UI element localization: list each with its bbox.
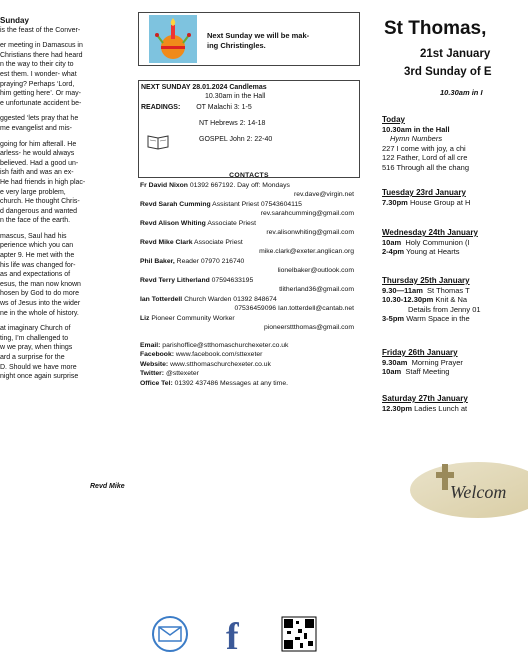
article-line: as and expectations of (0, 271, 71, 279)
footer-label: Website: (140, 360, 169, 368)
hymn-1: 227 I come with joy, a chi (382, 143, 466, 153)
contact-entry (140, 181, 358, 191)
open-bible-icon (147, 133, 169, 149)
welcome-banner (408, 450, 528, 510)
contact-entry (140, 257, 358, 267)
next-sunday-box (138, 80, 360, 178)
email-icon[interactable] (153, 617, 187, 651)
article-line: me evangelist and mis- (0, 124, 72, 132)
article-line: ne in the whole of history. (0, 309, 79, 317)
article-line: at imaginary Church of (0, 325, 71, 333)
article-line: ard a surprise for the (0, 354, 65, 361)
contact-name: Revd Alison Whiting (140, 219, 206, 227)
readings-label: READINGS: (141, 104, 181, 111)
article-line: w we pray, when things (0, 344, 73, 352)
footer-label: Facebook: (140, 351, 174, 358)
notice-line-2: ing Christingles. (207, 41, 266, 50)
wednesday-block (382, 228, 522, 257)
article-line: hosen by God to do more (0, 290, 79, 298)
article-line: n the way to their city to (0, 61, 74, 69)
footer-line (140, 379, 358, 389)
contact-name: Fr David Nixon (140, 181, 188, 189)
qr-code-icon[interactable] (282, 617, 316, 651)
footer-label: Twitter: (140, 370, 165, 377)
notices-column (368, 0, 508, 500)
article-line: d dangerous and wanted (0, 207, 78, 215)
contact-entry (140, 238, 358, 248)
saturday-time-1: 12.30pm (382, 403, 413, 413)
day-friday: Friday 26th January (382, 348, 458, 357)
contact-footer (140, 341, 358, 389)
footer-line (140, 341, 358, 351)
article-heading: Sunday (0, 16, 29, 25)
contact-detail: 01392 667192. Day off: Mondays (189, 181, 290, 189)
contact-detail: Reader 07970 216740 (176, 257, 245, 265)
article-line: e unfortunate accident be- (0, 99, 82, 107)
friday-time-2: 10am (382, 367, 402, 376)
contact-entry (140, 314, 358, 324)
tuesday-block (382, 188, 522, 207)
article-line: er meeting in Damascus in (0, 42, 83, 50)
notice-line-1: Next Sunday we will be mak- (207, 31, 310, 40)
contact-name: Ian Totterdell (140, 295, 183, 303)
contact-entry (140, 219, 358, 229)
article-line: believed. Had a good un- (0, 159, 79, 167)
contact-email[interactable]: pioneersttthomas@gmail.com (263, 324, 354, 331)
today-service: 10.30am in the Hall (382, 124, 450, 134)
contact-detail: Assistant Priest 07543604115 (212, 200, 302, 208)
article-line: arless- he would always (0, 150, 75, 158)
contact-email[interactable]: rev.dave@virgin.net (293, 191, 354, 198)
contact-detail: Associate Priest (194, 238, 243, 246)
contacts-title: CONTACTS (229, 172, 269, 179)
hymn-numbers-label: Hymn Numbers (390, 134, 443, 143)
footer-value[interactable]: www.stthomaschurchexeter.co.uk (170, 360, 271, 368)
wednesday-time-1: 10am (382, 237, 402, 247)
next-sunday-heading: NEXT SUNDAY 28.01.2024 Candlemas (141, 84, 267, 91)
facebook-icon[interactable] (216, 616, 250, 655)
christingle-icon (149, 15, 197, 63)
wednesday-time-2: 2-4pm (382, 247, 405, 256)
social-icons (148, 613, 348, 655)
thursday-event-2: Knit & Na (435, 295, 468, 304)
thursday-block (382, 276, 522, 324)
contact-list (140, 181, 358, 333)
hymn-3: 516 Through all the chang (382, 162, 470, 172)
footer-line (140, 350, 358, 360)
article-column (0, 0, 132, 500)
christingle-notice-box (138, 12, 360, 66)
day-saturday: Saturday 27th January (382, 394, 468, 403)
tuesday-time: 7.30pm (382, 197, 408, 207)
contact-email[interactable]: 07536459096 Ian.totterdell@cantab.net (234, 305, 354, 312)
article-line: praying? Perhaps ‘Lord, (0, 80, 75, 88)
contact-email[interactable]: rev.sarahcumming@gmail.com (260, 210, 354, 217)
contact-email[interactable]: lionelbaker@outlook.com (277, 267, 354, 274)
article-line: n the face of the earth. (0, 217, 71, 225)
contact-entry (140, 276, 358, 286)
contact-name: Revd Terry Litherland (140, 276, 210, 284)
thursday-time-2: 10.30-12.30pm (382, 295, 434, 304)
day-thursday: Thursday 25th January (382, 276, 470, 285)
article-line: night once again surprise (0, 373, 79, 381)
article-line: mascus, Saul had his (0, 232, 67, 240)
welcome-text: Welcom (450, 482, 507, 502)
sunday-title: 3rd Sunday of E (404, 66, 492, 78)
wednesday-event-1: Holy Communion (I (405, 237, 470, 247)
saturday-block (382, 394, 522, 413)
footer-line (140, 369, 358, 379)
footer-value[interactable]: parishoffice@stthomaschurchexeter.co.uk (162, 341, 289, 349)
contact-name: Revd Sarah Cumming (140, 200, 211, 208)
article-line: ws of Jesus into the wider (0, 300, 81, 308)
article-line: ish faith and was an ex- (0, 169, 74, 177)
friday-block (382, 348, 522, 377)
article-signature: Revd Mike (90, 483, 125, 490)
article-line: ting, I’m challenged to (0, 334, 69, 342)
contact-email[interactable]: mike.clark@exeter.anglican.org (259, 248, 354, 255)
article-line: e very large problem, (0, 188, 66, 196)
date-title: 21st January (420, 48, 491, 60)
article-body (0, 26, 132, 382)
article-line: perience which you can (0, 242, 74, 250)
article-line: est them. I wonder- what (0, 70, 77, 78)
contact-name: Phil Baker, (140, 257, 175, 265)
contact-detail: 07594633195 (211, 276, 254, 284)
reading-nt: NT Hebrews 2: 14-18 (199, 120, 266, 127)
article-line: He had friends in high plac- (0, 178, 86, 186)
contact-detail: Church Warden 01392 848674 (184, 295, 277, 303)
contacts-box (138, 165, 358, 655)
service-time-title: 10.30am in I (440, 88, 483, 97)
today-block (382, 115, 522, 172)
next-sunday-venue: 10.30am in the Hall (205, 93, 266, 100)
contact-email[interactable]: tlitherland36@gmail.com (279, 286, 354, 293)
contact-detail: Associate Priest (207, 219, 257, 227)
footer-value[interactable]: 01392 437486 Messages at any time. (174, 379, 288, 387)
footer-line (140, 360, 358, 370)
contact-entry (140, 295, 358, 305)
day-tuesday: Tuesday 23rd January (382, 188, 466, 197)
article-line: his life was changed for- (0, 261, 76, 269)
contact-name: Revd Mike Clark (140, 238, 193, 246)
article-line: D. Should we have more (0, 363, 77, 371)
article-line: esus, the man now known (0, 280, 81, 288)
church-title: St Thomas, (384, 18, 487, 39)
middle-column (138, 0, 360, 655)
article-line: Christians there had heard (0, 51, 83, 59)
tuesday-event: House Group at H (409, 197, 471, 207)
day-today: Today (382, 115, 405, 124)
hymn-2: 122 Father, Lord of all cre (382, 153, 468, 162)
footer-label: Office Tel: (140, 379, 173, 387)
footer-value[interactable]: www.facebook.com/sttexeter (175, 351, 263, 358)
friday-time-1: 9.30am (382, 357, 408, 367)
reading-ot: OT Malachi 3: 1-5 (196, 104, 252, 111)
day-wednesday: Wednesday 24th January (382, 228, 478, 237)
reading-gospel: GOSPEL John 2: 22-40 (199, 136, 273, 143)
footer-value[interactable]: @sttexeter (165, 370, 199, 377)
thursday-time-3: 3-5pm (382, 314, 405, 323)
article-line: going for him afterall. He (0, 140, 77, 148)
footer-label: Email: (140, 341, 161, 349)
article-line: is the feast of the Conver- (0, 26, 81, 34)
article-line: him getting here’. Or may- (0, 90, 81, 98)
contact-email[interactable]: rev.alisonwhiting@gmail.com (266, 229, 354, 236)
article-line: apter 9. He met with the (0, 252, 75, 260)
thursday-event-1: St Thomas T (427, 285, 470, 295)
article-line: church. He thought Chris- (0, 198, 80, 206)
thursday-event-3: Warm Space in the (406, 314, 470, 323)
wednesday-event-2: Young at Hearts (406, 247, 460, 256)
friday-event-2: Staff Meeting (405, 367, 450, 376)
contact-entry (140, 200, 358, 210)
article-line: ggested ‘lets pray that he (0, 115, 79, 123)
svg-text:f: f (226, 616, 239, 655)
contact-detail: Pioneer Community Worker (151, 314, 235, 322)
saturday-event-1: Ladies Lunch at (414, 403, 468, 413)
thursday-event-2-details: Details from Jenny 01 (408, 304, 481, 314)
contact-name: Liz (140, 314, 150, 322)
friday-event-1: Morning Prayer (411, 357, 463, 367)
thursday-time-1: 9.30—11am (382, 285, 423, 295)
